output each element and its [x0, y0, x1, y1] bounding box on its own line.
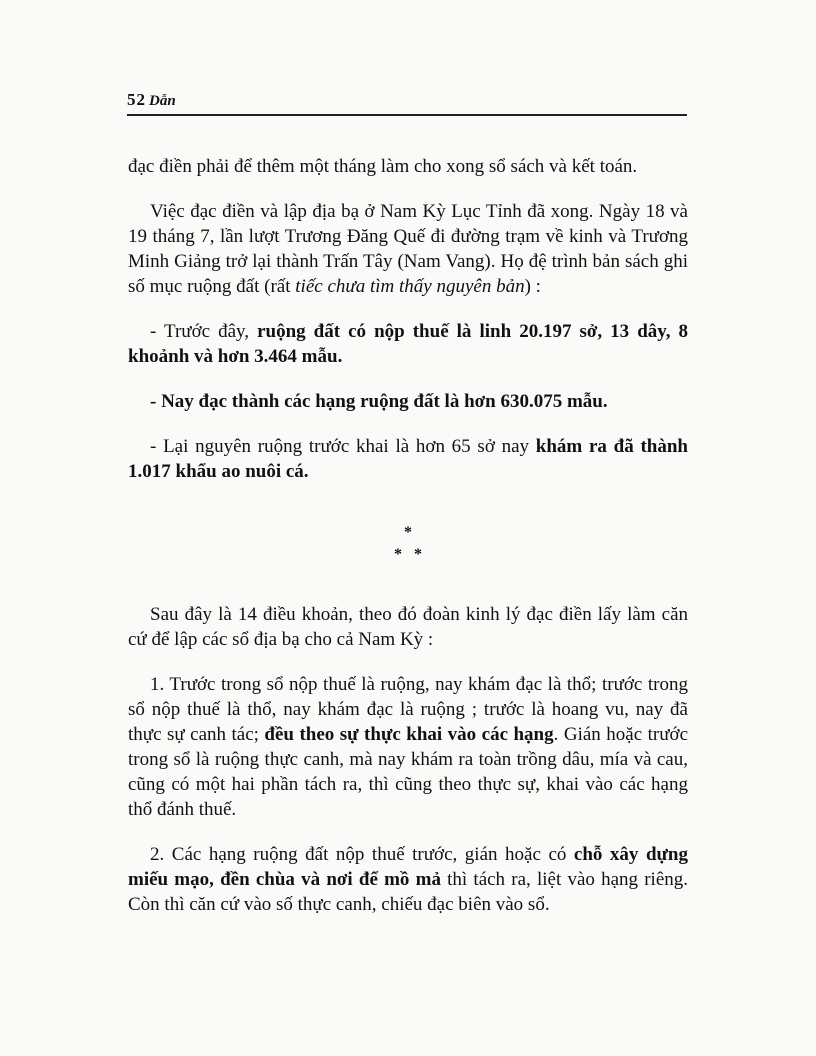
paragraph-survey-completion	[128, 199, 688, 299]
paragraph-text: 1. Trước trong sổ nộp thuế là ruộng, nay khám đạc là thổ; trước trong sổ nộp thuế là thổ, nay khám đạc là ruộng ; trước là hoang vu, nay đã thực sự canh tác;	[128, 674, 688, 745]
bold-text: khám ra đã thành 1.017 khẩu ao nuôi cá.	[128, 436, 688, 482]
paragraph-continuation: đạc điền phải để thêm một tháng làm cho xong sổ sách và kết toán.	[128, 156, 638, 177]
paragraph-text: thì tách ra, liệt vào hạng riêng. Còn thì căn cứ vào số thực canh, chiếu đạc biên vào sổ.	[128, 869, 688, 915]
bold-text: - Nay đạc thành các hạng ruộng đất là hơn 630.075 mẫu.	[150, 391, 608, 412]
page-body	[128, 154, 688, 917]
page-header	[127, 90, 687, 116]
section-separator	[128, 522, 688, 566]
paragraph-text: Việc đạc điền và lập địa bạ ở Nam Kỳ Lục Tỉnh đã xong. Ngày 18 và 19 tháng 7, lần lượt Trương Đăng Quế đi đường trạm về kinh và Trương Minh Giảng trở lại thành Trấn Tây (Nam Vang). Họ đệ trình bản sách ghi số mục ruộng đất (rất	[128, 201, 688, 297]
running-title: Dẫn	[149, 93, 176, 109]
paragraph-article-1	[128, 672, 688, 822]
separator-star: *	[404, 524, 412, 541]
italic-text: tiếc chưa tìm thấy nguyên bản	[295, 276, 525, 297]
bold-text: đều theo sự thực khai vào các hạng	[264, 724, 554, 745]
paragraph-text: . Gián hoặc trước trong sổ là ruộng thực canh, mà nay khám ra toàn trồng dâu, mía và cau, cũng có một hai phần tách ra, thì cũng theo thực sự, khai vào các hạng thổ đánh thuế.	[128, 724, 688, 820]
paragraph-fish-ponds	[128, 434, 688, 484]
paragraph-article-2	[128, 842, 688, 917]
bold-text: ruộng đất có nộp thuế là linh 20.197 sở, 13 dây, 8 khoảnh và hơn 3.464 mẫu.	[128, 321, 688, 367]
page-number: 52	[127, 90, 146, 109]
separator-star: *	[414, 546, 422, 563]
separator-star-row	[128, 544, 688, 566]
paragraph-new-survey	[128, 389, 688, 414]
paragraph-previous-land	[128, 319, 688, 369]
paragraph-text: 2. Các hạng ruộng đất nộp thuế trước, gián hoặc có	[150, 844, 574, 865]
paragraph-text: - Trước đây,	[150, 321, 258, 342]
bold-text: chỗ xây dựng miếu mạo, đền chùa và nơi để mồ mả	[128, 844, 688, 890]
paragraph-text: - Lại nguyên ruộng trước khai là hơn 65 sở nay	[150, 436, 536, 457]
paragraph-text: ) :	[524, 276, 541, 297]
separator-star: *	[394, 546, 402, 563]
paragraph-articles-intro: Sau đây là 14 điều khoản, theo đó đoàn kinh lý đạc điền lấy làm căn cứ để lập các sổ địa bạ cho cả Nam Kỳ :	[128, 604, 688, 650]
